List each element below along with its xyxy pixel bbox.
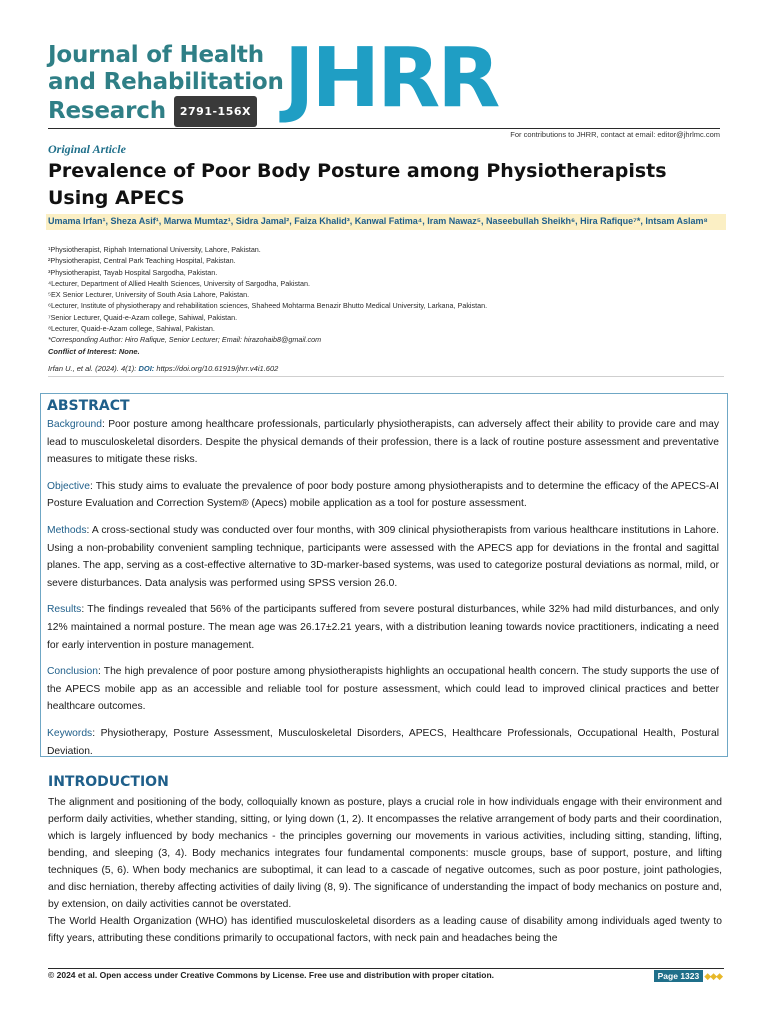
- abstract-text-keywords: Physiotherapy, Posture Assessment, Musculoskeletal Disorders, APECS, Healthcare Professionals, Occupational Health, Postural Deviation.: [47, 727, 719, 757]
- affiliation-2: ²Physiotherapist, Central Park Teaching Hospital, Pakistan.: [48, 256, 236, 266]
- page-number: [654, 970, 722, 982]
- abstract-label-results: Results: [47, 604, 82, 616]
- abstract-keywords: Keywords: Physiotherapy, Posture Assessment, Musculoskeletal Disorders, APECS, Healthcare Professionals, Occupational Health, Postural Deviation.: [47, 727, 719, 757]
- affiliation-5: ⁵EX Senior Lecturer, University of South Asia Lahore, Pakistan.: [48, 290, 250, 300]
- abstract-label-keywords: Keywords: [47, 727, 93, 739]
- doi-label: DOI:: [138, 364, 155, 373]
- abstract-text-objective: This study aims to evaluate the prevalence of poor body posture among physiotherapists and to determine the efficacy of the APECS-AI Posture Evaluation and Correction System® (Apecs) mobile application as a tool for posture assessment.: [47, 480, 719, 510]
- affiliation-7: ⁷Senior Lecturer, Quaid-e-Azam college, Sahiwal, Pakistan.: [48, 312, 238, 322]
- abstract-text-results: The findings revealed that 56% of the participants suffered from severe postural disturbances, while 32% had mild disturbances, and only 12% maintained a normal posture. The mean age was 26.17±2.21 years, with a distribution leaning towards novice practitioners, indicating a need for early intervention in posture management.: [47, 604, 719, 651]
- page-label: Page 1323: [654, 970, 704, 982]
- introduction-heading: INTRODUCTION: [48, 774, 169, 790]
- masthead-divider: [48, 128, 720, 129]
- conflict-of-interest: Conflict of Interest: None.: [48, 346, 140, 356]
- citation-line: [48, 364, 724, 373]
- footer-divider: [48, 968, 724, 969]
- contribution-note: For contributions to JHRR, contact at email: editor@jhrlmc.com: [510, 130, 720, 139]
- journal-logo: JHRR: [284, 31, 498, 126]
- abstract-text-conclusion: The high prevalence of poor posture among physiotherapists highlights an occupational health concern. The study supports the use of the APECS mobile app as an accessible and reliable tool for posture assessment, which could lead to improved clinical practices and better healthcare outcomes.: [47, 666, 719, 713]
- abstract-label-methods: Methods: [47, 524, 87, 536]
- author-list: Umama Irfan¹, Sheza Asif¹, Marwa Mumtaz¹, Sidra Jamal², Faiza Khalid³, Kanwal Fatima⁴, Iram Nawaz⁵, Naseebullah Sheikh⁶, Hira Rafique⁷*, Intsam Aslam⁸: [46, 214, 726, 230]
- abstract-results: Results: The findings revealed that 56% of the participants suffered from severe postural disturbances, while 32% had mild disturbances, and only 12% maintained a normal posture. The mean age was 26.17±2.21 years, with a distribution leaning towards novice practitioners, indicating a need for early intervention in posture management.: [47, 604, 719, 651]
- introduction-body: [48, 794, 722, 960]
- journal-name-line3: Research: [48, 98, 166, 124]
- journal-masthead: [48, 31, 728, 130]
- affiliation-1: ¹Physiotherapist, Riphah International University, Lahore, Pakistan.: [48, 245, 261, 254]
- issn-badge: 2791-156X: [174, 96, 257, 127]
- abstract-heading: ABSTRACT: [47, 398, 130, 414]
- introduction-paragraph-1: The alignment and positioning of the body, colloquially known as posture, plays a crucial role in how individuals engage with their environment and perform daily activities, whether standing, sitting, or lying down (1, 2). It encompasses the relative arrangement of body parts and their coordination, which is largely influenced by body mechanics - the principles governing our movements in various activities, including sitting, standing, lifting, bending, and sleeping (3, 4). Body mechanics integrates four fundamental components: muscle groups, base of support, posture, and lifting techniques (5, 6). When body mechanics are suboptimal, it can lead to a cascade of negative outcomes, such as poor posture, joint pathologies, and disc herniation, thereby affecting activities of daily living (8, 9). The significance of understanding the impact of body mechanics on posture and, by extension, on daily activities cannot be overstated.: [48, 797, 722, 910]
- abstract-label-background: Background: [47, 419, 102, 430]
- journal-name-line2: and Rehabilitation: [48, 69, 284, 95]
- citation-text: Irfan U., et al. (2024). 4(1):: [48, 364, 137, 373]
- corresponding-author: *Corresponding Author: Hiro Rafique, Senior Lecturer; Email: hirazohaib8@gmail.com: [48, 335, 322, 345]
- abstract-box: [40, 393, 728, 757]
- journal-name: [48, 42, 284, 127]
- abstract-label-objective: Objective: [47, 480, 90, 492]
- abstract-label-conclusion: Conclusion: [47, 666, 98, 678]
- abstract-text-methods: A cross-sectional study was conducted over four months, with 309 clinical physiotherapists from various healthcare institutions in Lahore. Using a non-probability convenient sampling technique, participants were assessed with the APECS app for deviations in the frontal and sagittal planes. The app, serving as a cost-effective alternative to 3D-marker-based systems, was used to categorize postural deviations as normal, mild, or severe disturbances. Data analysis was performed using SPSS version 26.0.: [47, 524, 720, 589]
- affiliation-4: ⁴Lecturer, Department of Allied Health Sciences, University of Sargodha, Pakistan.: [48, 278, 310, 288]
- abstract-conclusion: Conclusion: The high prevalence of poor posture among physiotherapists highlights an occupational health concern. The study supports the use of the APECS mobile app as an accessible and reliable tool for posture assessment, which could lead to improved clinical practices and better healthcare outcomes.: [47, 666, 719, 713]
- affiliations: [48, 244, 724, 357]
- abstract-text-background: Poor posture among healthcare professionals, particularly physiotherapists, can adversely affect their ability to provide care and may lead to musculoskeletal disorders. Despite the physical demands of their profession, there is a lack of routine posture assessment and preventative measures to mitigate these risks.: [47, 419, 719, 466]
- abstract-methods: Methods: A cross-sectional study was conducted over four months, with 309 clinical physiotherapists from various healthcare institutions in Lahore. Using a non-probability convenient sampling technique, participants were assessed with the APECS app for deviations in the frontal and sagittal planes. The app, serving as a cost-effective alternative to 3D-marker-based systems, was used to categorize postural deviations as normal, mild, or severe disturbances. Data analysis was performed using SPSS version 26.0.: [47, 524, 720, 589]
- article-title: Prevalence of Poor Body Posture among Physiotherapists Using APECS: [48, 160, 667, 209]
- diamond-icon: ◆◆◆: [704, 970, 722, 981]
- abstract-background: Background: Poor posture among healthcare professionals, particularly physiotherapists, can adversely affect their ability to provide care and may lead to musculoskeletal disorders. Despite the physical demands of their profession, there is a lack of routine posture assessment and preventative measures to mitigate these risks.: [47, 419, 719, 466]
- citation-divider: [48, 376, 724, 377]
- journal-name-line1: Journal of Health: [48, 42, 264, 68]
- license-note: © 2024 et al. Open access under Creative Commons by License. Free use and distribution with proper citation.: [48, 970, 495, 980]
- affiliation-3: ³Physiotherapist, Tayab Hospital Sargodha, Pakistan.: [48, 267, 218, 277]
- article-type: Original Article: [48, 142, 126, 156]
- doi-link[interactable]: https://doi.org/10.61919/jhrr.v4i1.602: [156, 364, 279, 373]
- affiliation-6: ⁶Lecturer, Institute of physiotherapy and rehabilitation sciences, Shaheed Mohtarma Benazir Bhutto Medical University, Larkana, Pakistan.: [48, 301, 488, 311]
- affiliation-8: ⁸Lecturer, Quaid-e-Azam college, Sahiwal, Pakistan.: [48, 324, 215, 334]
- abstract-objective: Objective: This study aims to evaluate the prevalence of poor body posture among physiotherapists and to determine the efficacy of the APECS-AI Posture Evaluation and Correction System® (Apecs) mobile application as a tool for posture assessment.: [47, 480, 719, 510]
- introduction-paragraph-2: The World Health Organization (WHO) has identified musculoskeletal disorders as a leading cause of disability among individuals aged twenty to fifty years, attributing these conditions primarily to occupational factors, with neck pain and headaches being the: [48, 916, 722, 944]
